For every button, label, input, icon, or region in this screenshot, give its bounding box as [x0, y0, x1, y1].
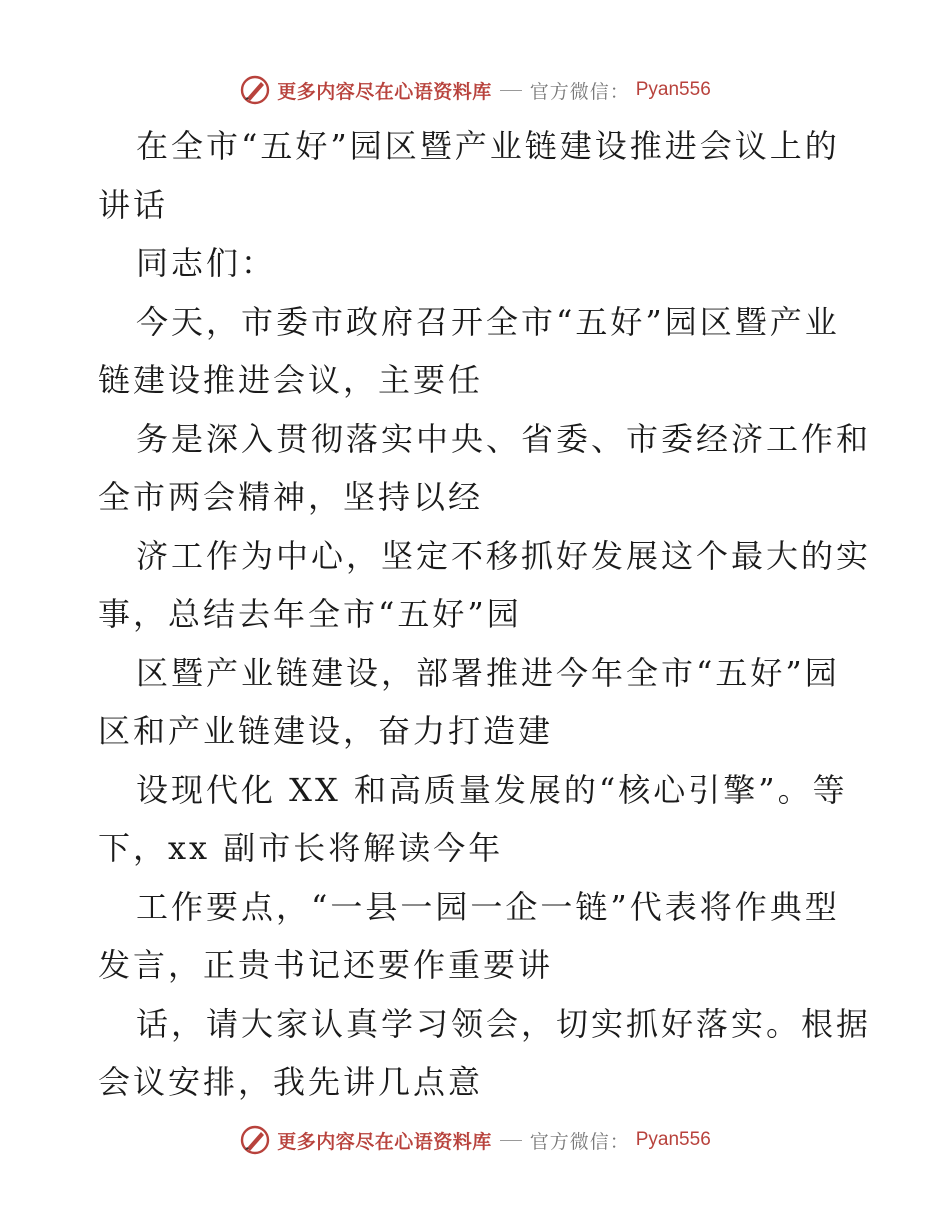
header-watermark	[0, 70, 950, 110]
pen-logo-icon	[239, 1124, 271, 1156]
watermark-dash	[500, 90, 522, 91]
watermark-row	[239, 74, 711, 106]
watermark-sub: 官方微信：	[529, 80, 630, 103]
body-line: 区暨产业链建设，部署推进今年全市“五好”园	[136, 653, 840, 692]
body-line: 事，总结去年全市“五好”园	[98, 595, 522, 633]
salutation: 同志们：	[136, 244, 277, 282]
body-line: 会议安排，我先讲几点意	[98, 1063, 484, 1101]
body-line: 发言，正贵书记还要作重要讲	[98, 946, 554, 984]
body-line: 区和产业链建设，奋力打造建	[98, 712, 554, 750]
pen-logo-icon	[239, 74, 271, 106]
body-line: 全市两会精神，坚持以经	[98, 478, 484, 516]
watermark-brand: 更多内容尽在心语资料库	[277, 1130, 492, 1153]
body-line: 今天，市委市政府召开全市“五好”园区暨产业	[136, 302, 840, 341]
body-line: 济工作为中心，坚定不移抓好发展这个最大的实	[136, 536, 872, 575]
watermark-sub: 官方微信：	[529, 1130, 630, 1153]
body-line: 务是深入贯彻落实中央、省委、市委经济工作和	[136, 419, 872, 458]
watermark-id: Pyan556	[635, 79, 711, 100]
body-line: 设现代化 XX 和高质量发展的“核心引擎”。等	[136, 770, 848, 809]
footer-watermark	[0, 1120, 950, 1160]
title-line-1: 在全市“五好”园区暨产业链建设推进会议上的	[136, 127, 840, 165]
body-line: 工作要点，“一县一园一企一链”代表将作典型	[136, 887, 840, 926]
document-body	[98, 117, 872, 1112]
body-line: 话，请大家认真学习领会，切实抓好落实。根据	[136, 1004, 872, 1043]
body-line: 链建设推进会议，主要任	[98, 361, 484, 399]
title-line-2: 讲话	[98, 185, 169, 224]
watermark-brand: 更多内容尽在心语资料库	[277, 80, 492, 103]
watermark-dash	[500, 1140, 522, 1141]
watermark-row	[239, 1124, 711, 1156]
watermark-id: Pyan556	[635, 1129, 711, 1150]
body-line: 下，xx 副市长将解读今年	[98, 829, 504, 867]
